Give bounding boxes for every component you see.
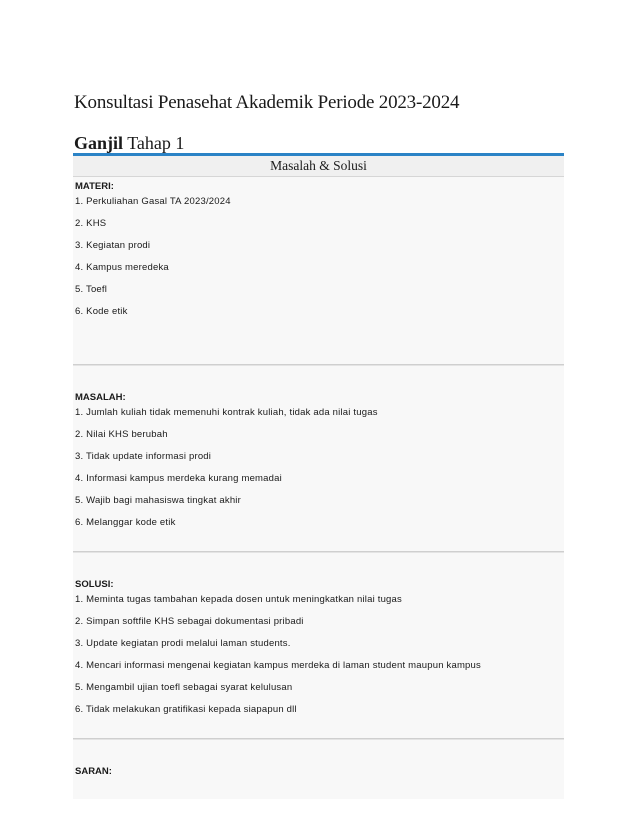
- list-item: 3. Tidak update informasi prodi: [75, 451, 212, 462]
- masalah-solusi-table: [73, 153, 564, 777]
- list-item: 2. Nilai KHS berubah: [75, 429, 168, 440]
- section-saran: [73, 739, 564, 799]
- section-materi: [73, 177, 564, 365]
- section-title: SOLUSI:: [75, 579, 114, 590]
- list-item: 5. Mengambil ujian toefl sebagai syarat kelulusan: [75, 682, 293, 693]
- list-item: 1. Meminta tugas tambahan kepada dosen untuk meningkatkan nilai tugas: [75, 594, 402, 605]
- section-title: MASALAH:: [75, 392, 126, 403]
- document-subtitle: [74, 133, 184, 154]
- section-title: MATERI:: [75, 181, 114, 192]
- list-item: 2. KHS: [75, 218, 107, 229]
- table-header: Masalah & Solusi: [73, 156, 564, 177]
- list-item: 3. Update kegiatan prodi melalui laman students.: [75, 638, 291, 649]
- section-masalah: [73, 365, 564, 552]
- list-item: 5. Wajib bagi mahasiswa tingkat akhir: [75, 495, 241, 506]
- section-solusi: [73, 552, 564, 739]
- subtitle-semester: Ganjil: [74, 133, 124, 153]
- list-item: 6. Melanggar kode etik: [75, 517, 176, 528]
- list-item: 3. Kegiatan prodi: [75, 240, 151, 251]
- list-item: 4. Kampus meredeka: [75, 262, 169, 273]
- subtitle-stage: Tahap 1: [123, 133, 185, 153]
- list-item: 4. Mencari informasi mengenai kegiatan kampus merdeka di laman student maupun kampus: [75, 660, 481, 671]
- document-title: Konsultasi Penasehat Akademik Periode 2023-2024: [74, 92, 460, 113]
- list-item: 6. Kode etik: [75, 306, 128, 317]
- list-item: 1. Jumlah kuliah tidak memenuhi kontrak kuliah, tidak ada nilai tugas: [75, 407, 378, 418]
- list-item: 4. Informasi kampus merdeka kurang memadai: [75, 473, 282, 484]
- list-item: 2. Simpan softfile KHS sebagai dokumentasi pribadi: [75, 616, 304, 627]
- section-title: SARAN:: [75, 766, 112, 777]
- list-item: 1. Perkuliahan Gasal TA 2023/2024: [75, 196, 231, 207]
- list-item: 5. Toefl: [75, 284, 108, 295]
- list-item: 6. Tidak melakukan gratifikasi kepada siapapun dll: [75, 704, 297, 715]
